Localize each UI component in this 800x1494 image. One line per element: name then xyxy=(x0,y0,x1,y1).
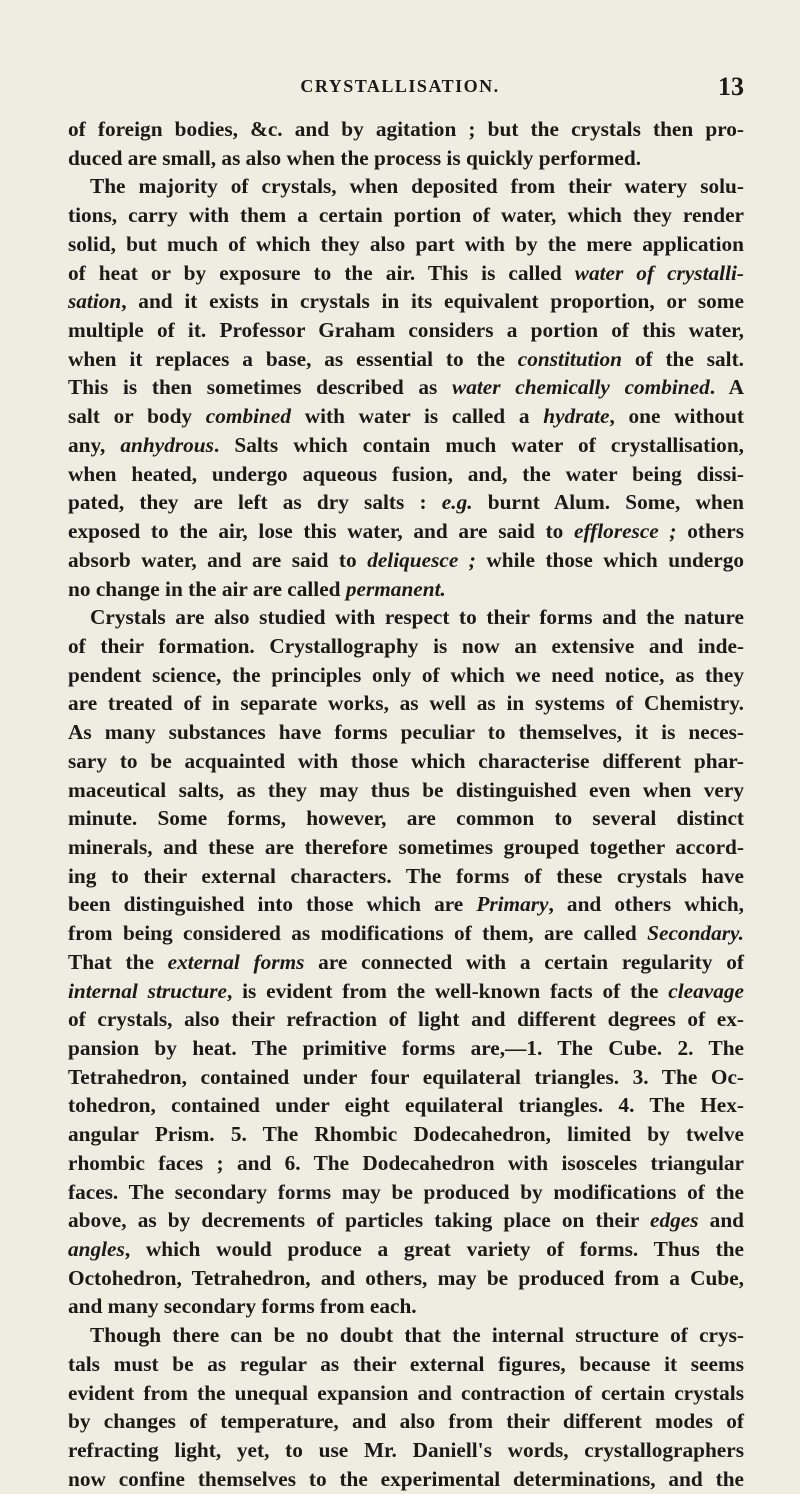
text-line: This is then sometimes described as water chemically combined. A xyxy=(68,375,744,400)
text-line: sary to be acquainted with those which characterise different phar- xyxy=(68,748,744,773)
text-line: and many secondary forms from each. xyxy=(68,1294,417,1319)
body-text xyxy=(68,115,744,1494)
text-line: The majority of crystals, when deposited from their watery solu- xyxy=(90,174,744,199)
text-line: Though there can be no doubt that the internal structure of crys- xyxy=(90,1323,744,1348)
text-line: As many substances have forms peculiar to themselves, it is neces- xyxy=(68,720,744,745)
text-line: Crystals are also studied with respect to their forms and the nature xyxy=(90,605,744,630)
text-line: tions, carry with them a certain portion of water, which they render xyxy=(68,203,744,228)
text-line: no change in the air are called permanent. xyxy=(68,576,446,601)
text-line: of heat or by exposure to the air. This is called water of crystalli- xyxy=(68,260,744,285)
text-line: pendent science, the principles only of which we need notice, as they xyxy=(68,662,744,687)
text-line: of their formation. Crystallography is now an extensive and inde- xyxy=(68,633,744,658)
text-line: now confine themselves to the experimental determinations, and the xyxy=(68,1466,744,1491)
text-line: internal structure, is evident from the well-known facts of the cleavage xyxy=(68,978,744,1003)
text-line: refracting light, yet, to use Mr. Daniell's words, crystallographers xyxy=(68,1438,744,1463)
text-line: pansion by heat. The primitive forms are,—1. The Cube. 2. The xyxy=(68,1036,744,1060)
page-number: 13 xyxy=(718,72,744,101)
text-line: pated, they are left as dry salts : e.g. burnt Alum. Some, when xyxy=(68,490,744,515)
text-line: Octohedron, Tetrahedron, and others, may be produced from a Cube, xyxy=(68,1265,744,1290)
running-head xyxy=(0,72,800,102)
text-line: multiple of it. Professor Graham considers a portion of this water, xyxy=(68,318,744,343)
text-line: That the external forms are connected with a certain regularity of xyxy=(68,949,745,974)
text-line: absorb water, and are said to deliquesce ; while those which undergo xyxy=(68,547,744,572)
text-line: sation, and it exists in crystals in its equivalent proportion, or some xyxy=(68,289,744,314)
text-line: tohedron, contained under eight equilateral triangles. 4. The Hex- xyxy=(68,1093,744,1118)
text-line: been distinguished into those which are Primary, and others which, xyxy=(68,892,744,917)
text-line: rhombic faces ; and 6. The Dodecahedron with isosceles triangular xyxy=(68,1150,744,1175)
text-line: above, as by decrements of particles taking place on their edges and xyxy=(68,1208,745,1233)
text-line: exposed to the air, lose this water, and are said to effloresce ; others xyxy=(68,519,744,544)
text-line: salt or body combined with water is called a hydrate, one without xyxy=(68,404,744,429)
text-line: angles, which would produce a great variety of forms. Thus the xyxy=(68,1237,744,1262)
text-line: tals must be as regular as their external figures, because it seems xyxy=(68,1351,744,1376)
running-title: CRYSTALLISATION. xyxy=(300,76,500,96)
text-line: ing to their external characters. The forms of these crystals have xyxy=(68,863,744,888)
text-line: any, anhydrous. Salts which contain much water of crystallisation, xyxy=(68,432,744,457)
text-line: maceutical salts, as they may thus be distinguished even when very xyxy=(68,777,744,802)
text-line: are treated of in separate works, as well as in systems of Chemistry. xyxy=(68,691,744,716)
text-line: Tetrahedron, contained under four equilateral triangles. 3. The Oc- xyxy=(68,1064,744,1089)
text-line: when heated, undergo aqueous fusion, and, the water being dissi- xyxy=(68,461,744,486)
text-line: angular Prism. 5. The Rhombic Dodecahedron, limited by twelve xyxy=(68,1122,744,1147)
text-line: from being considered as modifications of them, are called Secondary. xyxy=(68,921,744,946)
text-line: by changes of temperature, and also from their different modes of xyxy=(68,1409,744,1434)
text-line: when it replaces a base, as essential to the constitution of the salt. xyxy=(68,346,745,371)
text-line: minerals, and these are therefore sometimes grouped together accord- xyxy=(68,834,744,859)
text-line: solid, but much of which they also part with by the mere application xyxy=(68,231,744,256)
text-line: minute. Some forms, however, are common to several distinct xyxy=(68,806,744,831)
text-line: duced are small, as also when the process is quickly performed. xyxy=(68,145,642,170)
text-line: of foreign bodies, &c. and by agitation ; but the crystals then pro- xyxy=(68,117,744,141)
text-line: faces. The secondary forms may be produced by modifications of the xyxy=(68,1179,744,1204)
text-line: evident from the unequal expansion and contraction of certain crystals xyxy=(68,1380,744,1405)
text-line: of crystals, also their refraction of light and different degrees of ex- xyxy=(68,1007,744,1032)
